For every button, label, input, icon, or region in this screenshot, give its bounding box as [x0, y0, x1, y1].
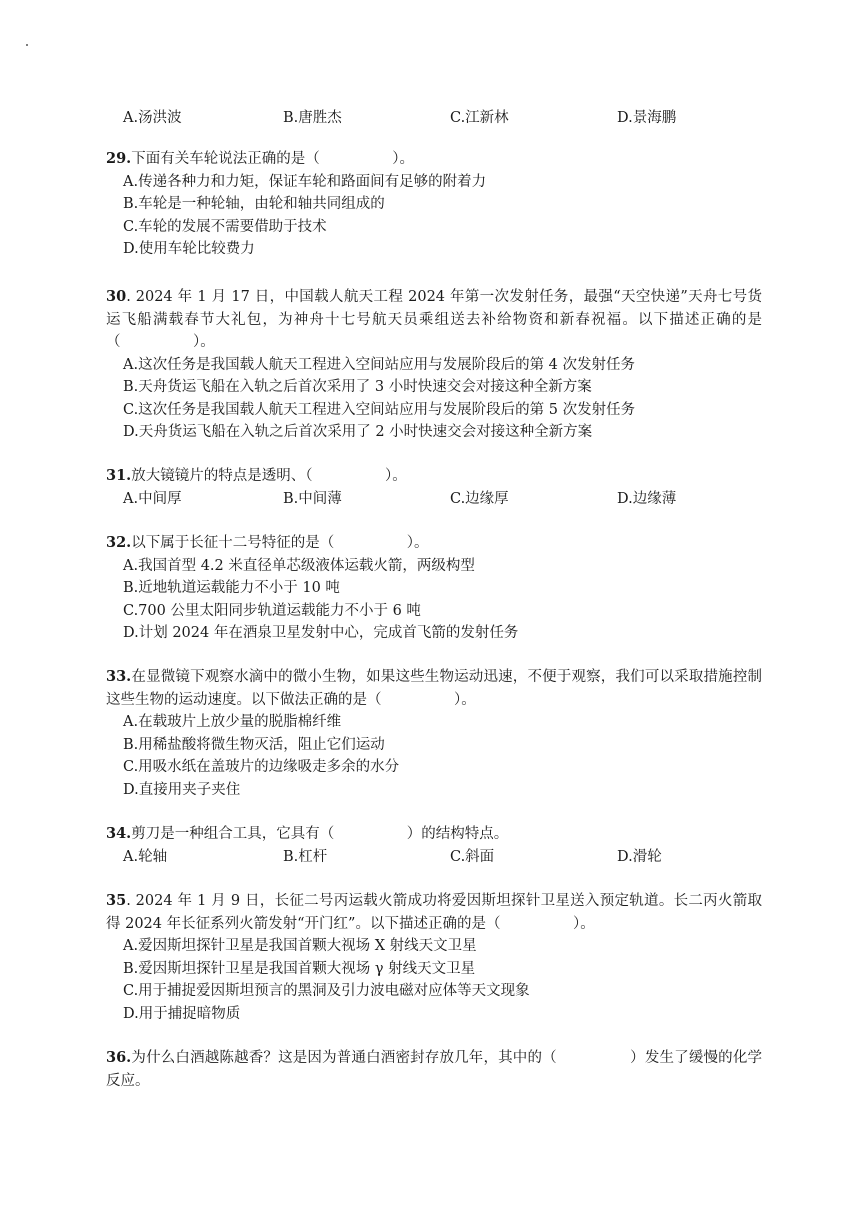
question-number: 33. [106, 668, 132, 685]
option-d[interactable]: D.直接用夹子夹住 [123, 781, 241, 798]
option-b[interactable]: B.杠杆 [283, 848, 328, 865]
option-d[interactable]: D.边缘薄 [617, 490, 677, 507]
option-b[interactable]: B.近地轨道运载能力不小于 10 吨 [123, 580, 340, 596]
question-34 [106, 823, 762, 868]
question-number: 29. [106, 150, 132, 167]
option-d[interactable]: D.用于捕捉暗物质 [123, 1005, 241, 1022]
question-stem [106, 666, 762, 711]
question-36 [106, 1047, 762, 1092]
q28-options [123, 106, 763, 128]
option-b[interactable]: B.爱因斯坦探针卫星是我国首颗大视场 γ 射线天文卫星 [123, 960, 476, 977]
question-number: 30 [106, 288, 127, 305]
option-a[interactable]: A.中间厚 [123, 490, 182, 507]
question-text: 剪刀是一种组合工具，它具有（ ）的结构特点。 [131, 826, 509, 842]
q28-option-c[interactable]: C.江新林 [450, 110, 509, 126]
option-c[interactable]: C.用于捕捉爱因斯坦预言的黑洞及引力波电磁对应体等天文现象 [123, 983, 530, 999]
q28-option-d[interactable]: D.景海鹏 [617, 110, 677, 126]
question-stem [106, 148, 762, 171]
question-number: 35 [106, 892, 127, 909]
option-a[interactable]: A.传递各种力和力矩，保证车轮和路面间有足够的附着力 [123, 173, 487, 190]
question-stem [106, 1047, 762, 1092]
question-text: . 2024 年 1 月 9 日，长征二号丙运载火箭成功将爱因斯坦探针卫星送入预定轨道。长二丙火箭取得 2024 年长征系列火箭发射“开门红”。以下描述正确的是（ ）。 [106, 893, 762, 932]
question-text: 在显微镜下观察水滴中的微小生物，如果这些生物运动迅速，不便于观察，我们可以采取措施控制这些生物的运动速度。以下做法正确的是（ ）。 [106, 669, 762, 708]
option-a[interactable]: A.在载玻片上放少量的脱脂棉纤维 [123, 714, 342, 730]
question-31 [106, 465, 762, 510]
question-stem [106, 286, 762, 354]
option-a[interactable]: A.轮轴 [123, 848, 168, 865]
question-text: 为什么白酒越陈越香？这是因为普通白酒密封存放几年，其中的（ ）发生了缓慢的化学反应。 [106, 1050, 762, 1089]
question-text: 以下属于长征十二号特征的是（ ）。 [131, 535, 429, 551]
question-text: 放大镜镜片的特点是透明、（ ）。 [131, 468, 407, 484]
question-33 [106, 666, 762, 801]
option-d[interactable]: D.天舟货运飞船在入轨之后首次采用了 2 小时快速交会对接这种全新方案 [123, 424, 593, 440]
option-c[interactable]: C.这次任务是我国载人航天工程进入空间站应用与发展阶段后的第 5 次发射任务 [123, 401, 636, 418]
option-a[interactable]: A.这次任务是我国载人航天工程进入空间站应用与发展阶段后的第 4 次发射任务 [123, 356, 636, 373]
question-stem [106, 823, 762, 846]
question-number: 36. [106, 1049, 132, 1066]
question-number: 32. [106, 534, 132, 551]
question-30 [106, 286, 762, 444]
option-c[interactable]: C.斜面 [450, 848, 495, 865]
scan-speck [26, 44, 28, 46]
option-b[interactable]: B.天舟货运飞船在入轨之后首次采用了 3 小时快速交会对接这种全新方案 [123, 379, 592, 395]
option-row [123, 488, 762, 511]
option-b[interactable]: B.车轮是一种轮轴，由轮和轴共同组成的 [123, 196, 385, 212]
question-stem [106, 465, 762, 488]
option-c[interactable]: C.车轮的发展不需要借助于技术 [123, 218, 327, 235]
option-b[interactable]: B.用稀盐酸将微生物灭活，阻止它们运动 [123, 736, 385, 753]
q28-option-b[interactable]: B.唐胜杰 [283, 110, 342, 126]
question-35 [106, 890, 762, 1025]
question-29 [106, 148, 762, 261]
option-d[interactable]: D.使用车轮比较费力 [123, 241, 255, 257]
option-a[interactable]: A.我国首型 4.2 米直径单芯级液体运载火箭，两级构型 [123, 557, 475, 574]
option-d[interactable]: D.计划 2024 年在酒泉卫星发射中心，完成首飞箭的发射任务 [123, 625, 519, 641]
question-number: 34. [106, 825, 132, 842]
question-32 [106, 532, 762, 645]
q28-option-a[interactable]: A.汤洪波 [123, 110, 182, 126]
option-row [123, 846, 762, 869]
option-b[interactable]: B.中间薄 [283, 490, 342, 507]
option-c[interactable]: C.用吸水纸在盖玻片的边缘吸走多余的水分 [123, 759, 400, 775]
option-d[interactable]: D.滑轮 [617, 848, 662, 865]
question-number: 31. [106, 467, 132, 484]
question-stem [106, 532, 762, 555]
question-text: . 2024 年 1 月 17 日，中国载人航天工程 2024 年第一次发射任务，最强“天空快递”天舟七号货运飞船满载春节大礼包，为神舟十七号航天员乘组送去补给物资和新春祝福。以下描述正确的是（ ）。 [106, 289, 762, 350]
option-c[interactable]: C.700 公里太阳同步轨道运载能力不小于 6 吨 [123, 602, 421, 619]
option-c[interactable]: C.边缘厚 [450, 490, 509, 507]
question-stem [106, 890, 762, 935]
question-text: 下面有关车轮说法正确的是（ ）。 [131, 151, 414, 167]
option-a[interactable]: A.爱因斯坦探针卫星是我国首颗大视场 X 射线天文卫星 [123, 938, 477, 954]
